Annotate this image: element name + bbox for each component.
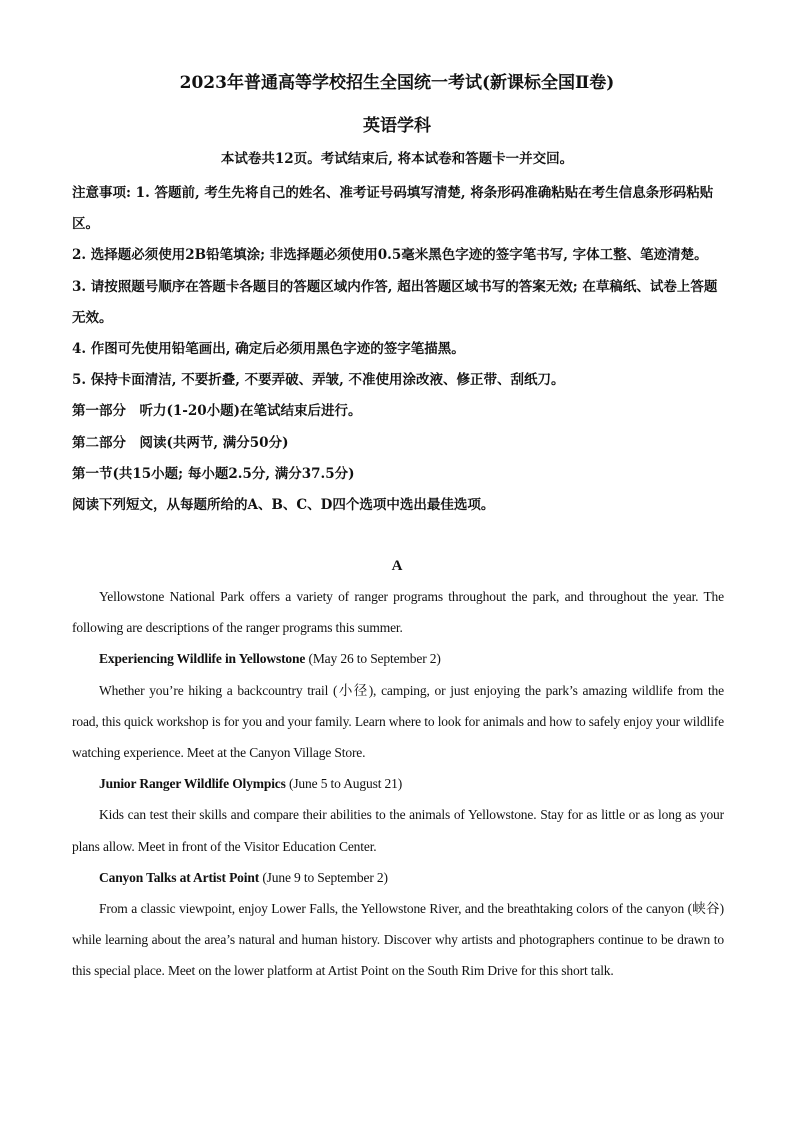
passage-letter: A: [391, 558, 403, 574]
program-name: Canyon Talks at Artist Point: [99, 869, 260, 885]
part-two-heading: 第二部分 阅读(共两节, 满分50分): [72, 434, 289, 451]
program-heading: [72, 768, 724, 799]
passage-intro: Yellowstone National Park offers a variety of ranger programs throughout the park, and throughout the year. The following are descriptions of the ranger programs this summer.: [72, 589, 724, 636]
reading-directive: 阅读下列短文，从每题所给的A、B、C、D四个选项中选出最佳选项。: [72, 497, 495, 514]
section-one-heading: 第一节(共15小题; 每小题2.5分, 满分37.5分): [72, 465, 355, 482]
part-one-heading: 第一部分 听力(1-20小题)在笔试结束后进行。: [72, 403, 362, 420]
program-description: Kids can test their skills and compare their abilities to the animals of Yellowstone. Stay for as little or as long as your plans allow. Meet in front of the Visitor Education Center.: [72, 807, 724, 854]
instruction-5: 5. 保持卡面清洁, 不要折叠, 不要弄破、弄皱, 不准使用涂改液、修正带、刮纸刀。: [72, 372, 565, 389]
program-dates: (May 26 to September 2): [305, 651, 441, 667]
exam-instructions: [72, 178, 724, 521]
program-description: From a classic viewpoint, enjoy Lower Falls, the Yellowstone River, and the breathtaking colors of the canyon (峡谷) while learning about the area’s natural and human history. Discover why artists and photographers continue to be drawn to this special place. Meet on the lower platform at Artist Point on the South Rim Drive for this short talk.: [72, 901, 724, 979]
program-description: Whether you’re hiking a backcountry trail (小径), camping, or just enjoying the park’s amazing wildlife from the road, this quick workshop is for you and your family. Learn where to look for animals and how to safely enjoy your wildlife watching experience. Meet at the Canyon Village Store.: [72, 682, 724, 761]
program-heading: [72, 643, 724, 674]
program-dates: (June 9 to September 2): [259, 869, 388, 885]
program-name: Experiencing Wildlife in Yellowstone: [99, 651, 306, 667]
program-dates: (June 5 to August 21): [285, 776, 403, 792]
instruction-2: 2. 选择题必须使用2B铅笔填涂; 非选择题必须使用0.5毫米黑色字迹的签字笔书写, 字体工整、笔迹清楚。: [72, 247, 708, 264]
program-name: Junior Ranger Wildlife Olympics: [99, 776, 286, 792]
instruction-4: 4. 作图可先使用铅笔画出, 确定后必须用黑色字迹的签字笔描黑。: [72, 341, 465, 358]
exam-subject: 英语学科: [363, 116, 431, 136]
exam-note: 本试卷共12页。考试结束后, 将本试卷和答题卡一并交回。: [220, 151, 574, 167]
program-heading: [72, 862, 724, 893]
passage-body: [72, 581, 724, 987]
exam-title: 2023年普通高等学校招生全国统一考试(新课标全国Ⅱ卷): [179, 73, 615, 93]
instruction-1: 注意事项: 1. 答题前, 考生先将自己的姓名、准考证号码填写清楚, 将条形码准确粘贴在考生信息条形码粘贴区。: [72, 185, 714, 233]
instruction-3: 3. 请按照题号顺序在答题卡各题目的答题区域内作答, 超出答题区域书写的答案无效; 在草稿纸、试卷上答题无效。: [72, 278, 718, 326]
